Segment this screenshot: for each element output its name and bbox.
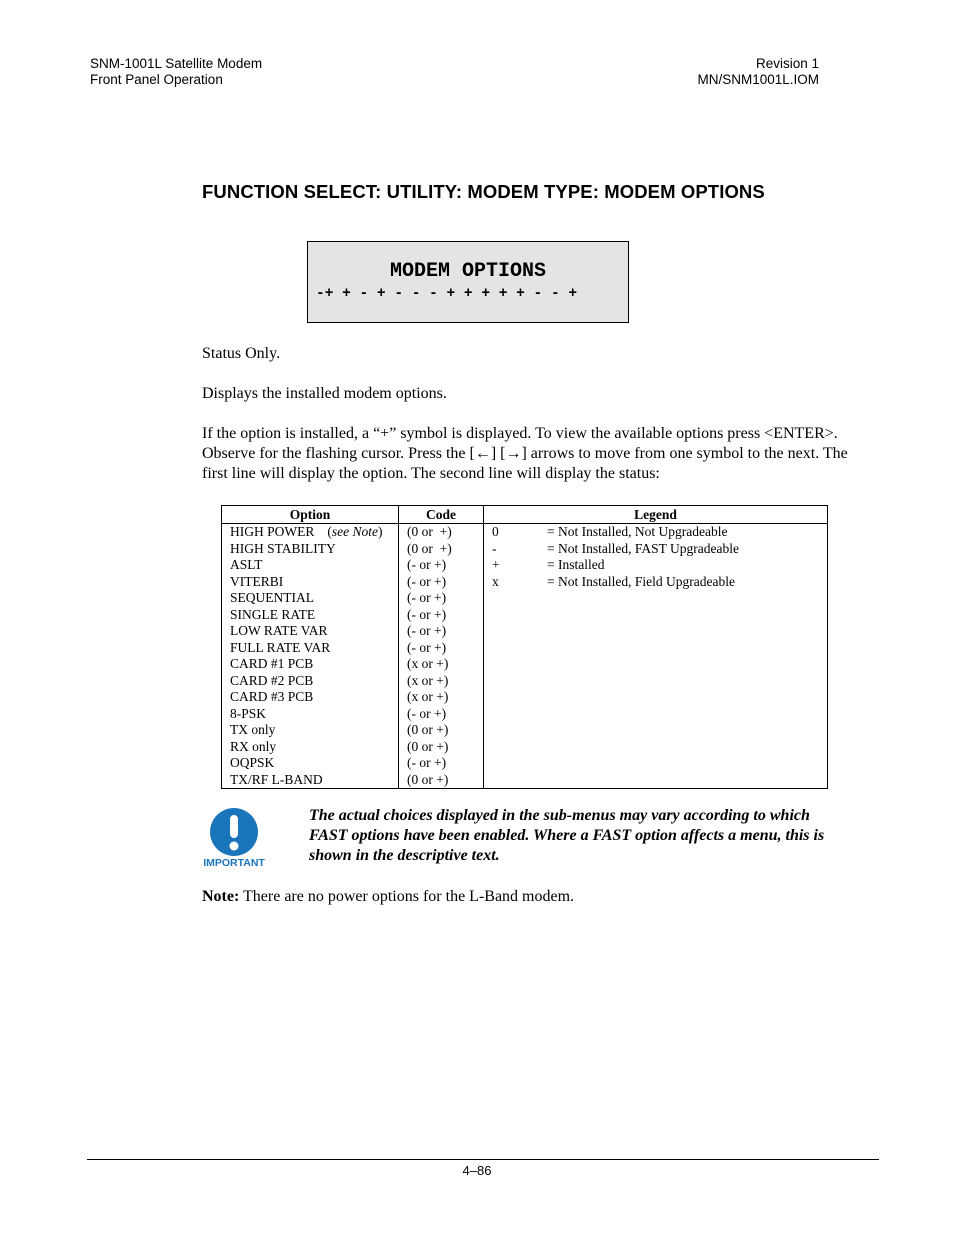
option-name: VITERBI <box>230 573 284 589</box>
option-code: (0 or +) <box>407 738 449 754</box>
option-name: CARD #1 PCB <box>230 656 314 671</box>
page-number: 4–86 <box>462 1163 492 1178</box>
option-name: CARD #2 PCB <box>230 672 314 688</box>
header-legend: Legend <box>484 506 828 524</box>
legend-entry <box>492 524 827 541</box>
header-right <box>697 56 819 88</box>
legend-entry <box>492 541 827 558</box>
header-chapter: Front Panel Operation <box>90 72 223 87</box>
table-header-row <box>222 506 828 524</box>
option-code: (- or +) <box>407 639 447 655</box>
legend-symbol: + <box>492 557 500 572</box>
option-code: (- or +) <box>407 557 447 572</box>
option-name: RX only <box>230 738 277 754</box>
important-icon <box>204 807 268 869</box>
option-name: CARD #3 PCB <box>230 689 314 704</box>
option-code: (- or +) <box>407 755 447 770</box>
option-name: TX only <box>230 722 276 737</box>
option-name: ASLT <box>230 557 263 572</box>
header-option: Option <box>222 506 399 524</box>
note <box>202 887 574 907</box>
important-note: The actual choices displayed in the sub-menus may vary according to which FAST options have been enabled. Where a FAST option affects a menu, this is shown in the descriptive text. <box>309 807 825 864</box>
section-title: FUNCTION SELECT: UTILITY: MODEM TYPE: MODEM OPTIONS <box>202 181 765 202</box>
legend-entry <box>492 557 827 574</box>
lcd-line-1: MODEM OPTIONS <box>389 260 547 283</box>
option-name: HIGH STABILITY <box>230 540 336 556</box>
option-code: (0 or +) <box>407 524 452 539</box>
option-name: FULL RATE VAR <box>230 639 331 655</box>
lcd-line-2: -+ + - + - - - + + + + + - - + <box>316 286 578 302</box>
legend-entry <box>492 574 827 591</box>
option-code: (x or +) <box>407 689 449 704</box>
description-text: Displays the installed modem options. <box>202 385 447 402</box>
legend-symbol: x <box>492 573 499 589</box>
header-code: Code <box>399 506 484 524</box>
header-doc-id: MN/SNM1001L.IOM <box>697 72 819 87</box>
legend-symbol: - <box>492 540 497 556</box>
option-code: (0 or +) <box>407 771 449 787</box>
option-code: (0 or +) <box>407 540 452 556</box>
option-code: (0 or +) <box>407 722 449 737</box>
option-code: (x or +) <box>407 672 449 688</box>
header-product: SNM-1001L Satellite Modem <box>90 56 263 71</box>
option-column <box>222 524 399 789</box>
option-name: HIGH POWER (see Note) <box>230 524 383 539</box>
legend-symbol: 0 <box>492 524 499 539</box>
option-name: LOW RATE VAR <box>230 623 328 638</box>
legend-column <box>484 524 828 789</box>
option-name: SEQUENTIAL <box>230 590 314 605</box>
legend-meaning: = Not Installed, Not Upgradeable <box>547 524 728 539</box>
status-text: Status Only. <box>202 345 281 362</box>
options-table <box>221 505 828 789</box>
header-revision: Revision 1 <box>755 56 819 71</box>
see-note-ref: see Note <box>331 524 378 539</box>
option-name: TX/RF L-BAND <box>230 771 323 787</box>
option-code: (- or +) <box>407 606 447 622</box>
note-label: Note: <box>202 888 240 905</box>
option-code: (- or +) <box>407 573 447 589</box>
lcd-display <box>307 241 629 323</box>
note-text: There are no power options for the L-Band modem. <box>239 888 575 905</box>
instructions-text: If the option is installed, a “+” symbol is displayed. To view the available options press <ENTER>. Observe for the flashing cursor. Press the [←] [→] arrows to move from one symbol to the next. The first line will display the option. The second line will display the status: <box>202 425 848 482</box>
option-name: OQPSK <box>230 755 275 770</box>
important-icon-label: IMPORTANT <box>204 857 265 869</box>
legend-meaning: = Installed <box>547 557 605 572</box>
option-code: (x or +) <box>407 656 449 671</box>
legend-meaning: = Not Installed, FAST Upgradeable <box>547 540 739 556</box>
footer-divider <box>87 1159 879 1160</box>
legend-meaning: = Not Installed, Field Upgradeable <box>547 573 735 589</box>
option-name: 8-PSK <box>230 705 267 721</box>
option-code: (- or +) <box>407 705 447 721</box>
option-code: (- or +) <box>407 623 447 638</box>
header-left <box>90 56 262 88</box>
option-code: (- or +) <box>407 590 447 605</box>
code-column <box>399 524 484 789</box>
option-name: SINGLE RATE <box>230 606 316 622</box>
